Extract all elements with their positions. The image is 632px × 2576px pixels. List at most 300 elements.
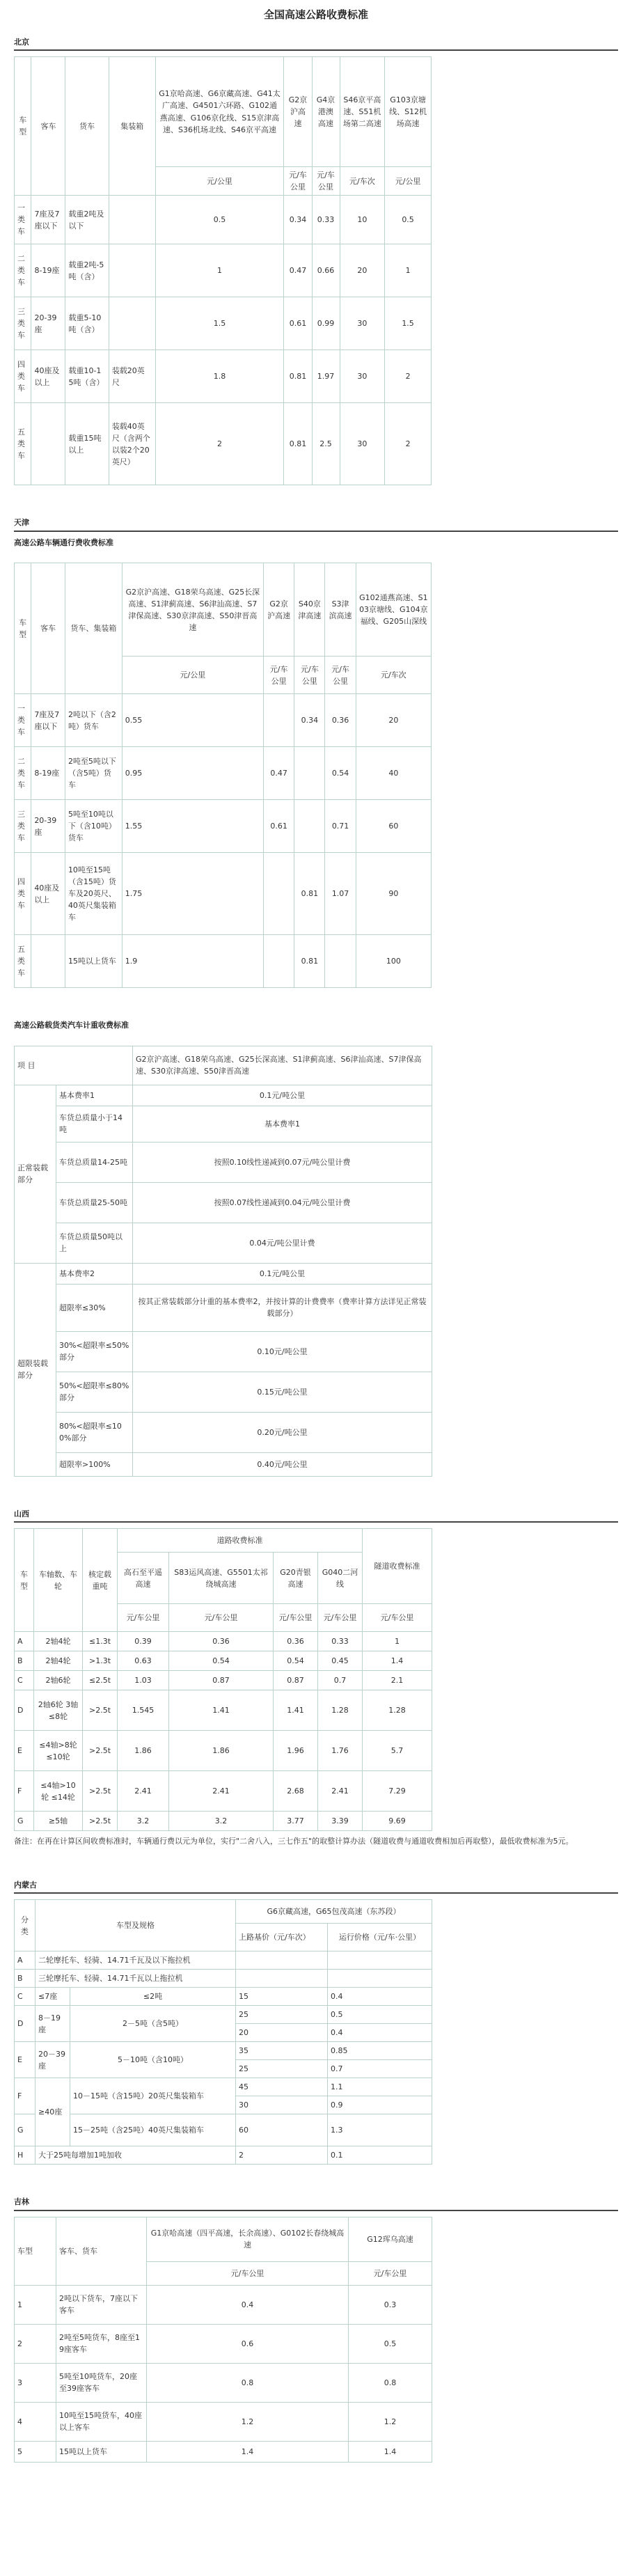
cell: 3.2 xyxy=(118,1812,169,1831)
cell: 基本费率1 xyxy=(56,1085,133,1106)
header-cell: G103京塘线、S12机场高速 xyxy=(385,57,432,167)
cell: ≤4轴>10轮 ≤14轮 xyxy=(34,1771,83,1812)
cell: 0.10元/吨公里 xyxy=(133,1331,432,1372)
cell: 车货总质量14-25吨 xyxy=(56,1142,133,1182)
header-cell: G20青银高速 xyxy=(274,1553,318,1604)
header-cell: S83运风高速、G5501太祁绕城高速 xyxy=(169,1553,274,1604)
cell: 载重2吨及以下 xyxy=(65,196,109,244)
divider xyxy=(14,49,618,51)
header-cell: 运行价格（元/车·公里） xyxy=(328,1924,432,1951)
unit-cell: 元/车公里 xyxy=(325,657,356,694)
cell: 载重15吨以上 xyxy=(65,403,109,485)
cell: ≤7座 xyxy=(35,1988,70,2006)
cell xyxy=(264,935,294,988)
cell: 超限率>100% xyxy=(56,1452,133,1476)
cell: C xyxy=(15,1988,35,2006)
header-cell: 上路基价（元/车次） xyxy=(236,1924,328,1951)
table-row xyxy=(15,747,432,800)
cell: 0.36 xyxy=(169,1632,274,1651)
table-row xyxy=(15,2114,432,2146)
table-row xyxy=(15,1951,432,1970)
region-heading-beijing: 北京 xyxy=(14,37,29,47)
divider xyxy=(14,531,618,532)
divider xyxy=(14,1521,618,1523)
cell: 1.03 xyxy=(118,1671,169,1690)
unit-cell: 元/车公里 xyxy=(294,657,325,694)
unit-cell: 元/车次 xyxy=(340,167,385,196)
cell: 30%<超限率≤50%部分 xyxy=(56,1331,133,1372)
cell: 0.87 xyxy=(274,1671,318,1690)
cell: 五类车 xyxy=(15,403,31,485)
cell: >2.5t xyxy=(83,1812,118,1831)
cell: 0.7 xyxy=(328,2060,432,2078)
table-row xyxy=(15,2006,432,2024)
cell: 25 xyxy=(236,2060,328,2078)
section-subtitle: 高速公路载货类汽车计重收费标准 xyxy=(14,1021,129,1030)
cell xyxy=(328,1951,432,1970)
cell: 20-39座 xyxy=(31,800,65,853)
header-cell: 货车 xyxy=(65,57,109,196)
cell: 1.76 xyxy=(318,1731,363,1771)
cell: 2 xyxy=(155,403,284,485)
cell: 按照0.07线性递减到0.04元/吨公里计费 xyxy=(133,1182,432,1223)
cell: 2轴6轮 3轴≤8轮 xyxy=(34,1690,83,1731)
neimenggu-toll-table xyxy=(14,1899,432,2165)
table-row xyxy=(15,1771,432,1812)
cell: 0.40元/吨公里 xyxy=(133,1452,432,1476)
cell: >2.5t xyxy=(83,1771,118,1812)
cell: 二类车 xyxy=(15,244,31,297)
table-row xyxy=(15,2042,432,2060)
cell: 0.47 xyxy=(264,747,294,800)
table-row xyxy=(15,2146,432,2165)
cell: 2吨至5吨货车，8座至19座客车 xyxy=(56,2324,147,2363)
cell: 1.3 xyxy=(328,2114,432,2146)
cell: 20 xyxy=(236,2024,328,2042)
table-row xyxy=(15,1182,432,1223)
cell: 60 xyxy=(356,800,431,853)
cell: 0.5 xyxy=(349,2324,432,2363)
header-cell: 车型 xyxy=(15,1529,34,1632)
table-row xyxy=(15,1284,432,1331)
shanxi-toll-table xyxy=(14,1528,432,1831)
unit-cell: 元/车公里 xyxy=(147,2261,349,2285)
cell: A xyxy=(15,1632,34,1651)
cell: 7座及7座以下 xyxy=(31,694,65,747)
cell: 2吨以下（含2吨）货车 xyxy=(65,694,122,747)
cell: 0.99 xyxy=(312,297,340,350)
header-cell: G2京沪高速 xyxy=(284,57,312,167)
cell: 1.75 xyxy=(122,853,263,935)
cell: 1.28 xyxy=(318,1690,363,1731)
header-cell: G4京港澳高速 xyxy=(312,57,340,167)
table-row xyxy=(15,1263,432,1284)
cell: 5－10吨（含10吨） xyxy=(70,2042,236,2078)
divider xyxy=(14,1892,618,1894)
cell: F xyxy=(15,2078,35,2114)
beijing-toll-table xyxy=(14,56,432,485)
table-row xyxy=(15,1988,432,2006)
shanxi-note: 备注：在再在计算区间收费标准时，车辆通行费以元为单位，实行"二舍八入，三七作五"的取整计算办法（隧道收费与通道收费相加后再取整），最低收费标准为5元。 xyxy=(14,1837,574,1846)
cell: 3.77 xyxy=(274,1812,318,1831)
cell: 0.54 xyxy=(274,1651,318,1671)
cell: 1.4 xyxy=(349,2441,432,2462)
cell xyxy=(325,935,356,988)
table-row xyxy=(15,1452,432,1476)
cell: 2 xyxy=(15,2324,56,2363)
cell: 20 xyxy=(356,694,431,747)
cell: B xyxy=(15,1970,35,1988)
cell: ≥40座 xyxy=(35,2078,70,2146)
header-cell: G12珲乌高速 xyxy=(349,2217,432,2261)
table-row xyxy=(15,1970,432,1988)
table-row xyxy=(15,297,432,350)
cell: 10－15吨（含15吨）20英尺集装箱车 xyxy=(70,2078,236,2114)
cell: 2 xyxy=(236,2146,328,2165)
cell: ≤4轴>8轮 ≤10轮 xyxy=(34,1731,83,1771)
cell: 9.69 xyxy=(363,1812,432,1831)
table-row xyxy=(15,2441,432,2462)
cell: 7.29 xyxy=(363,1771,432,1812)
table-row xyxy=(15,935,432,988)
cell: >2.5t xyxy=(83,1690,118,1731)
cell: 2－5吨（含5吨） xyxy=(70,2006,236,2042)
cell xyxy=(109,297,155,350)
page-title: 全国高速公路收费标准 xyxy=(263,8,368,21)
cell: 10 xyxy=(340,196,385,244)
cell: 80%<超限率≤100%部分 xyxy=(56,1412,133,1452)
cell: 0.81 xyxy=(284,350,312,403)
header-cell: G6京藏高速，G65包茂高速（东苏段） xyxy=(236,1900,432,1924)
unit-cell: 元/车公里 xyxy=(363,1604,432,1632)
cell: 1.86 xyxy=(169,1731,274,1771)
header-cell: 车轴数、车轮 xyxy=(34,1529,83,1632)
unit-cell: 元/车公里 xyxy=(274,1604,318,1632)
cell: 30 xyxy=(236,2096,328,2114)
document-page xyxy=(14,6,618,2562)
header-cell: 隧道收费标准 xyxy=(363,1529,432,1604)
cell: D xyxy=(15,2006,35,2042)
cell: ≤2吨 xyxy=(70,1988,236,2006)
divider xyxy=(14,2210,618,2211)
header-cell: G102通燕高速、S103京塘线、G104京福线、G205山深线 xyxy=(356,563,431,657)
cell: 8－19座 xyxy=(35,2006,70,2042)
header-cell: 车型 xyxy=(15,57,31,196)
cell: G xyxy=(15,1812,34,1831)
table-row xyxy=(15,1632,432,1651)
cell: 0.81 xyxy=(294,935,325,988)
unit-cell: 元/公里 xyxy=(155,167,284,196)
table-row xyxy=(15,2363,432,2402)
header-cell: S40京津高速 xyxy=(294,563,325,657)
cell: 0.5 xyxy=(385,196,432,244)
cell: 2.68 xyxy=(274,1771,318,1812)
cell: 2.5 xyxy=(312,403,340,485)
cell: 1.4 xyxy=(363,1651,432,1671)
cell: 1.55 xyxy=(122,800,263,853)
cell: 0.8 xyxy=(147,2363,349,2402)
cell: 1.1 xyxy=(328,2078,432,2096)
cell: 40座及以上 xyxy=(31,350,65,403)
cell: 0.34 xyxy=(294,694,325,747)
cell: 60 xyxy=(236,2114,328,2146)
cell: 2轴4轮 xyxy=(34,1651,83,1671)
cell: 0.6 xyxy=(147,2324,349,2363)
cell: 1.41 xyxy=(274,1690,318,1731)
cell: 0.5 xyxy=(328,2006,432,2024)
header-cell: 客车 xyxy=(31,57,65,196)
cell: 1.9 xyxy=(122,935,263,988)
cell xyxy=(31,403,65,485)
table-row xyxy=(15,1106,432,1142)
header-cell: 高石至平遥高速 xyxy=(118,1553,169,1604)
cell: 0.63 xyxy=(118,1651,169,1671)
cell: 5吨至10吨以下（含10吨）货车 xyxy=(65,800,122,853)
header-cell: S3津滨高速 xyxy=(325,563,356,657)
cell: 1.5 xyxy=(385,297,432,350)
unit-cell: 元/车公里 xyxy=(349,2261,432,2285)
region-heading-shanxi: 山西 xyxy=(14,1509,29,1518)
cell: E xyxy=(15,1731,34,1771)
table-row xyxy=(15,694,432,747)
cell: 基本费率2 xyxy=(56,1263,133,1284)
cell: 0.45 xyxy=(318,1651,363,1671)
table-row xyxy=(15,2324,432,2363)
cell: 2 xyxy=(385,350,432,403)
table-row xyxy=(15,1731,432,1771)
cell: 50%<超限率≤80%部分 xyxy=(56,1372,133,1412)
cell: 5.7 xyxy=(363,1731,432,1771)
cell: ≤2.5t xyxy=(83,1671,118,1690)
region-heading-tianjin: 天津 xyxy=(14,518,29,528)
cell: 5吨至10吨货车，20座至39座客车 xyxy=(56,2363,147,2402)
cell: 0.4 xyxy=(328,1988,432,2006)
cell: 2.41 xyxy=(318,1771,363,1812)
cell: 0.33 xyxy=(318,1632,363,1651)
cell: 15吨以上货车 xyxy=(65,935,122,988)
cell: 超限率≤30% xyxy=(56,1284,133,1331)
cell: 0.7 xyxy=(318,1671,363,1690)
cell: 30 xyxy=(340,297,385,350)
table-row xyxy=(15,853,432,935)
cell: 1.97 xyxy=(312,350,340,403)
cell: 1 xyxy=(155,244,284,297)
cell: 90 xyxy=(356,853,431,935)
cell: 1 xyxy=(385,244,432,297)
cell: 车货总质量50吨以上 xyxy=(56,1223,133,1263)
header-cell: 分类 xyxy=(15,1900,35,1951)
tianjin-toll-table xyxy=(14,563,432,988)
cell xyxy=(264,694,294,747)
table-row xyxy=(15,2285,432,2324)
cell xyxy=(31,935,65,988)
cell: 45 xyxy=(236,2078,328,2096)
tianjin-weight-table xyxy=(14,1046,432,1477)
cell: 20 xyxy=(340,244,385,297)
unit-cell: 元/车公里 xyxy=(264,657,294,694)
cell: 0.5 xyxy=(155,196,284,244)
table-row xyxy=(15,2402,432,2441)
cell: 30 xyxy=(340,350,385,403)
header-cell: 集装箱 xyxy=(109,57,155,196)
cell: ≤1.3t xyxy=(83,1632,118,1651)
cell: 3.2 xyxy=(169,1812,274,1831)
cell: 0.81 xyxy=(284,403,312,485)
cell: 0.04元/吨公里计费 xyxy=(133,1223,432,1263)
cell: 0.87 xyxy=(169,1671,274,1690)
cell: 一类车 xyxy=(15,694,31,747)
cell: 1.2 xyxy=(349,2402,432,2441)
cell: 二轮摩托车、轻骑、14.71千瓦及以下拖拉机 xyxy=(35,1951,236,1970)
cell: 40 xyxy=(356,747,431,800)
cell: 车货总质量小于14吨 xyxy=(56,1106,133,1142)
cell xyxy=(264,853,294,935)
cell: 装载40英尺（含两个以装2个20英尺） xyxy=(109,403,155,485)
cell: 40座及以上 xyxy=(31,853,65,935)
table-row xyxy=(15,403,432,485)
cell: 0.39 xyxy=(118,1632,169,1651)
cell: 0.36 xyxy=(325,694,356,747)
cell: 1.545 xyxy=(118,1690,169,1731)
cell: B xyxy=(15,1651,34,1671)
cell: 载重10-15吨（含） xyxy=(65,350,109,403)
cell: 0.36 xyxy=(274,1632,318,1651)
cell: 35 xyxy=(236,2042,328,2060)
unit-cell: 元/车公里 xyxy=(318,1604,363,1632)
cell xyxy=(236,1951,328,1970)
table-row xyxy=(15,1142,432,1182)
cell: 1.96 xyxy=(274,1731,318,1771)
cell: 0.54 xyxy=(169,1651,274,1671)
header-cell: S46京平高速、S51机场第二高速 xyxy=(340,57,385,167)
cell: 1.41 xyxy=(169,1690,274,1731)
cell: 装载20英尺 xyxy=(109,350,155,403)
cell: 0.1元/吨公里 xyxy=(133,1263,432,1284)
cell: 7座及7座以下 xyxy=(31,196,65,244)
cell: 2轴4轮 xyxy=(34,1632,83,1651)
cell: 0.81 xyxy=(294,853,325,935)
cell: 1.8 xyxy=(155,350,284,403)
header-cell: G040二河线 xyxy=(318,1553,363,1604)
header-cell: G1京哈高速（四平高速，长余高速）、G0102长春绕城高速 xyxy=(147,2217,349,2261)
cell: 0.61 xyxy=(284,297,312,350)
cell: 3 xyxy=(15,2363,56,2402)
table-row xyxy=(15,1671,432,1690)
group-label: 超限装载部分 xyxy=(15,1263,56,1476)
cell xyxy=(328,1970,432,1988)
cell: F xyxy=(15,1771,34,1812)
cell: 2 xyxy=(385,403,432,485)
cell: D xyxy=(15,1690,34,1731)
cell: 0.9 xyxy=(328,2096,432,2114)
cell: H xyxy=(15,2146,35,2165)
cell: 0.20元/吨公里 xyxy=(133,1412,432,1452)
cell: 四类车 xyxy=(15,853,31,935)
cell xyxy=(294,747,325,800)
unit-cell: 元/公里 xyxy=(122,657,263,694)
cell: G xyxy=(15,2114,35,2146)
cell: 1 xyxy=(15,2285,56,2324)
cell: 车货总质量25-50吨 xyxy=(56,1182,133,1223)
cell: >1.3t xyxy=(83,1651,118,1671)
cell: 三类车 xyxy=(15,800,31,853)
cell xyxy=(294,800,325,853)
table-row xyxy=(15,1651,432,1671)
cell: 0.71 xyxy=(325,800,356,853)
header-cell: 客车、货车 xyxy=(56,2217,147,2285)
table-row xyxy=(15,1690,432,1731)
cell: 按照0.10线性递减到0.07元/吨公里计费 xyxy=(133,1142,432,1182)
cell: 三轮摩托车、轻骑、14.71千瓦以上拖拉机 xyxy=(35,1970,236,1988)
cell: 20-39座 xyxy=(31,297,65,350)
cell: 2吨至5吨以下（含5吨）货车 xyxy=(65,747,122,800)
cell: 载重5-10吨（含） xyxy=(65,297,109,350)
cell: 1.07 xyxy=(325,853,356,935)
cell: 0.3 xyxy=(349,2285,432,2324)
cell: 基本费率1 xyxy=(133,1106,432,1142)
header-cell: 车型 xyxy=(15,563,31,694)
cell: 1 xyxy=(363,1632,432,1651)
cell: 2.41 xyxy=(169,1771,274,1812)
cell: 5 xyxy=(15,2441,56,2462)
cell: 15－25吨（含25吨）40英尺集装箱车 xyxy=(70,2114,236,2146)
cell: 15吨以上货车 xyxy=(56,2441,147,2462)
cell: 0.33 xyxy=(312,196,340,244)
cell: 二类车 xyxy=(15,747,31,800)
header-cell: G1京哈高速、G6京藏高速、G41太广高速、G4501六环路、G102通燕高速、G106京化线、S15京津高速、S36机场北线、S46京平高速 xyxy=(155,57,284,167)
unit-cell: 元/车公里 xyxy=(118,1604,169,1632)
header-cell: G2京沪高速、G18荣乌高速、G25长深高速、S1津蓟高速、S6津汕高速、S7津保高速、S30京津高速、S50津晋高速 xyxy=(122,563,263,657)
header-cell: G2京沪高速 xyxy=(264,563,294,657)
cell: 2吨以下货车，7座以下客车 xyxy=(56,2285,147,2324)
header-cell: 核定载重吨 xyxy=(83,1529,118,1632)
cell: E xyxy=(15,2042,35,2078)
cell: 8-19座 xyxy=(31,747,65,800)
table-row xyxy=(15,1331,432,1372)
cell xyxy=(236,1970,328,1988)
region-heading-neimenggu: 内蒙古 xyxy=(14,1880,37,1890)
cell: 大于25吨每增加1吨加收 xyxy=(35,2146,236,2165)
header-cell: 项 目 xyxy=(15,1046,133,1085)
table-row xyxy=(15,800,432,853)
cell: 1.28 xyxy=(363,1690,432,1731)
cell: 100 xyxy=(356,935,431,988)
cell: 载重2吨-5吨（含） xyxy=(65,244,109,297)
cell: 按其正常装载部分计重的基本费率2，并按计算的计费费率（费率计算方法详见正常装载部分） xyxy=(133,1284,432,1331)
cell: 15 xyxy=(236,1988,328,2006)
header-cell: 车型及规格 xyxy=(35,1900,236,1951)
cell: ≥5轴 xyxy=(34,1812,83,1831)
cell: 1.2 xyxy=(147,2402,349,2441)
unit-cell: 元/车公里 xyxy=(284,167,312,196)
table-row xyxy=(15,1412,432,1452)
table-row xyxy=(15,1812,432,1831)
cell: 2轴6轮 xyxy=(34,1671,83,1690)
header-cell: 货车、集装箱 xyxy=(65,563,122,694)
table-row xyxy=(15,1223,432,1263)
header-cell: 道路收费标准 xyxy=(118,1529,363,1553)
cell xyxy=(109,244,155,297)
header-cell: 客车 xyxy=(31,563,65,694)
cell: 0.66 xyxy=(312,244,340,297)
cell: 0.4 xyxy=(147,2285,349,2324)
table-row xyxy=(15,2078,432,2096)
cell: 0.4 xyxy=(328,2024,432,2042)
cell: 0.55 xyxy=(122,694,263,747)
group-label: 正常装载部分 xyxy=(15,1085,56,1263)
table-row xyxy=(15,1085,432,1106)
cell: 0.61 xyxy=(264,800,294,853)
